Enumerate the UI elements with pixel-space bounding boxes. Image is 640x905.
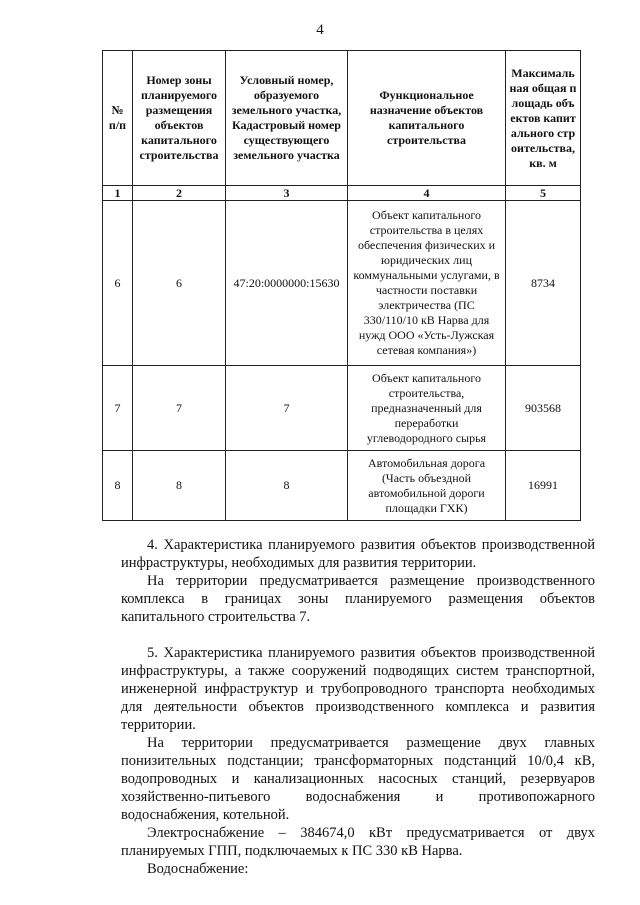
row-area: 16991 [506,451,581,521]
column-number: 4 [348,186,506,201]
table-row [103,451,581,521]
row-num: 7 [103,366,133,451]
table-header-row [103,51,581,186]
row-zone: 6 [133,201,226,366]
header-purpose: Функциональное назначение объектов капитального строительства [348,51,506,186]
column-number: 3 [226,186,348,201]
column-number: 2 [133,186,226,201]
column-number: 5 [506,186,581,201]
row-zone: 7 [133,366,226,451]
paragraph-power-supply: Электроснабжение – 384674,0 кВт предусматривается от двух планируемых ГПП, подключаемых к ПС 330 кВ Нарва. [121,825,595,859]
page-number: 4 [316,22,324,38]
row-zone: 8 [133,451,226,521]
table-row [103,201,581,366]
row-parcel: 8 [226,451,348,521]
row-purpose: Автомобильная дорога (Часть объездной автомобильной дороги площадки ГХК) [348,451,506,521]
row-parcel: 47:20:0000000:15630 [226,201,348,366]
column-number: 1 [103,186,133,201]
header-parcel: Условный номер, образуемого земельного участка, Кадастровый номер существующего земельного участка [226,51,348,186]
row-purpose: Объект капитального строительства, предназначенный для переработки углеводородного сырья [348,366,506,451]
paragraph-substations: На территории предусматривается размещение двух главных понизительных подстанции; трансформаторных подстанций 10/0,4 кВ, водопроводных и канализационных насосных станций, резервуаров хозяйственно-питьевого водоснабжения и противопожарного водоснабжения, котельной. [121,735,595,823]
header-num: № п/п [103,51,133,186]
paragraph-production-complex: На территории предусматривается размещение производственного комплекса в границах зоны планируемого размещения объектов капитального строительства 7. [121,573,595,625]
row-area: 903568 [506,366,581,451]
zones-table [102,50,581,521]
row-purpose: Объект капитального строительства в целях обеспечения физических и юридических лиц коммунальными услугами, в частности поставки электричества (ПС 330/110/10 кВ Нарва для нужд ООО «Усть-Лужская сетевая компания») [348,201,506,366]
row-num: 8 [103,451,133,521]
paragraph-section-5-heading: 5. Характеристика планируемого развития объектов производственной инфраструктуры, а также сооружений подводящих систем транспортной, инженерной инфраструктур и трубопроводного транспорта необходимых для деятельности объектов производственного комплекса и развития территории. [121,645,595,733]
paragraph-water-supply: Водоснабжение: [147,861,249,877]
table-row [103,366,581,451]
body-text [121,536,595,878]
column-number-row [103,186,581,201]
row-num: 6 [103,201,133,366]
row-area: 8734 [506,201,581,366]
row-parcel: 7 [226,366,348,451]
paragraph-section-4-heading: 4. Характеристика планируемого развития объектов производственной инфраструктуры, необходимых для развития территории. [121,537,595,571]
header-zone: Номер зоны планируемого размещения объектов капитального строительства [133,51,226,186]
header-max-area: Максимальная общая площадь объектов капитального строительства, кв. м [506,51,581,186]
